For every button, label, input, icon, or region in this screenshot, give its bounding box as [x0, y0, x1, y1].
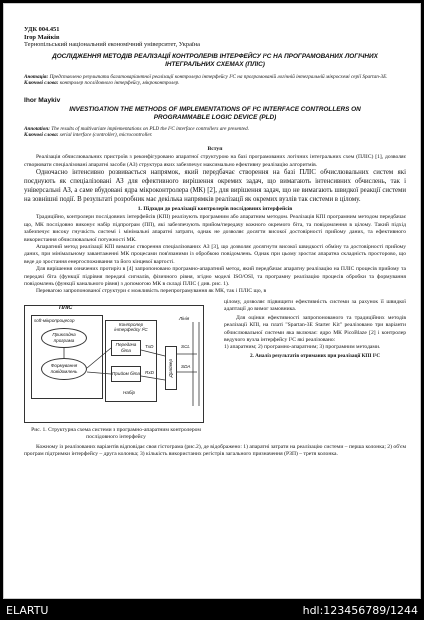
rxd-label: RxD: [145, 369, 154, 375]
title-english: INVESTIGATION THE METHODS OF IMPLEMENTATIONS OF I²C INTERFACE CONTROLLERS ON PROGRAMMABLE LOGIC DEVICE (PLD): [69, 105, 361, 121]
title-ukrainian: ДОСЛІДЖЕННЯ МЕТОДІВ РЕАЛІЗАЦІЇ КОНТРОЛЕРІВ ІНТЕРФЕЙСУ I²C НА ПРОГРАМОВАНИХ ЛОГІЧНИХ ІНТЕГРАЛЬНИХ СХЕМАХ (ПЛІС): [52, 52, 378, 68]
right-list: 1) апаратним; 2) програмно-апаратним; 3) програмним методами.: [224, 344, 381, 351]
author-english: Ihor Maykiv: [24, 96, 61, 104]
section-1-paragraph-3: Для вирішення означених протиріч в [4] запропоновано програмно-апаратний метод, який передбачає апаратну реалізацію на ПЛІС процесів прийому та передачі біта (функції підрівня передачі сигналів, фізичного рівня, згідно моделі ISO/OSI, та програмну реалізацію процесів обробки та формування повідомлень (функції канального рівня) з допомогою МК в складі ПЛІС ( див. рис. 1).: [24, 266, 406, 288]
figure-connectors: [25, 306, 205, 424]
figure-column: [24, 299, 214, 441]
figure-row: [24, 299, 406, 441]
abstract-en-label: Annotation:: [24, 125, 50, 132]
section-2-title: 2. Аналіз результатів отриманих при реалізації КПІ I²C: [249, 353, 381, 360]
app-program-oval: Прикладна програма: [41, 328, 87, 348]
plis-label: ПЛІС: [59, 304, 73, 311]
document-page: [3, 3, 421, 599]
soft-processor-label: soft-мікропроцесор: [34, 317, 75, 323]
bottom-paragraph: Кожному із реалізованих варіантів відповідає своя гістограма (рис.2), де відображено: 1) апаратні затрати на реалізацію системи – перша колонка; 2) об'єм програм підтримки інтерфейсу – друга колонка; 3) кількість використаних регістрів загального призначення (РЗП) – третя колонка.: [24, 443, 406, 458]
section-1-title: 1. Підходи до реалізації контролерів послідовних інтерфейсів: [137, 206, 293, 213]
keywords-en-label: Ключові слова:: [24, 132, 59, 138]
keywords-text: контролер послідовного інтерфейсу, мікроконтролер.: [59, 80, 180, 87]
viewer-status-bar: [0, 600, 424, 620]
controller-title: Контролер інтерфейсу I²C: [114, 321, 148, 333]
abstract-label: Анотація:: [24, 73, 49, 80]
section-1-paragraph-4: Перевагою запропонованої структури є можливість перепрограмування як МК, так і ПЛІС що, в: [36, 288, 267, 295]
line-label: Лінія: [179, 315, 190, 321]
abstract-en-text: The results of multivariate implementations on PLD the I²C interface controllers are presented.: [51, 125, 249, 132]
tx-bit-block: Передача біта: [111, 340, 141, 356]
section-intro-title: Вступ: [207, 146, 223, 153]
section-1-paragraph-1: Традиційно, контролери послідовних інтерфейсів (КПІ) реалізують програмним або апаратним методом. Реалізація КПІ програмним методом передбачає що, МК послідовно виконує набір підпрограм (ПП), які забезпечують прийом/передачу кожного окремого біта, та повідомлення в цілому. Такий підхід забезпечує високу гнучкість системі і мінімальні апаратні затрати, однак не дозволяє досягти високої достовірності прийому даних, та ефективного використання обчислювальної потужності МК.: [24, 214, 406, 243]
figure-1-caption: Рис. 1. Структурна схема системи з програмно-апаратним контролером послідовного інтерфейсу: [31, 426, 201, 440]
udk-code: УДК 004.451: [24, 26, 60, 33]
author-name: Ігор Майків: [24, 33, 60, 41]
scl-label: SCL: [181, 343, 190, 349]
affiliation: Тернопільський національний економічний університет, Україна: [24, 41, 200, 49]
txd-label: TxD: [145, 343, 154, 349]
right-text-column: [214, 299, 406, 441]
message-forming-oval: Формування повідомлень: [41, 358, 87, 380]
intro-paragraph-1: Реалізація обчислювальних пристроїв з реконфігуровано апаратної структурою на базі програмованих логічних інтегральних схем (ПЛІС) [1], дозволяє створювати спеціалізовані апаратні засоби (АЗ) структура яких забезпечує максимально ефективну реалізацію алгоритмів.: [24, 154, 406, 168]
section-1-paragraph-2: Апаратний метод реалізації КПІ вимагає створення спеціалізованих АЗ [3], що дозволяє досягнути високої швидкості обміну та достовірності прийому даних, при мінімальному завантаженні МК процесами пов'язаними із обробкою повідомлень. Однак при цьому зростає апаратна складність просторово, що веде до зростання енергоспоживання та його кінцевої вартості.: [24, 244, 406, 265]
paper-header: [24, 26, 406, 49]
abstract-ukrainian: [24, 74, 406, 87]
sda-label: SDA: [181, 363, 191, 369]
figure-1-diagram: [24, 305, 204, 423]
abstract-english: [24, 126, 406, 139]
status-left-label: ELARTU: [6, 603, 49, 617]
set-label: Набір: [123, 389, 136, 395]
intro-paragraph-2: Одночасно інтенсивно розвивається напрямок, який передбачає створення на базі ПЛІС обчислювальних систем які поєднують як спеціалізовані АЗ для ефективного вирішення окремих задач, що вимагають інтенсивних обчислень, так і універсальні АЗ, а саме вбудовані ядра мікроконтролера (МК) [2], для вирішення задач, що не вимагають швидкої реакції системи на зовнішні події. В результаті розробник має декілька напрямків реалізації як окремих вузлів так системи в цілому.: [24, 169, 406, 203]
abstract-text: Представлено результати багатоваріантної реалізації контролера інтерфейсу I²C на програмованій логічній інтегральній мікросхемі серії Spartan-3E.: [49, 73, 388, 80]
right-paragraph-2: Для оцінки ефективності запропонованого та традиційних методів реалізації КПІ, на платі "Spartan-3E Starter Kit" реалізовано три варіанти обчислювальної системи яка включає: ядро МК PicoBlaze [2] і контролер ведучого вузла інтерфейсу I²C які реалізовано:: [224, 315, 406, 343]
rx-bit-block: Прийом біта: [111, 366, 141, 382]
driver-label: Драйвер: [168, 358, 174, 378]
right-paragraph-1: цілому, дозволяє підвищити ефективність системи за рахунок її швидкої адаптації до вимог замовника.: [224, 298, 406, 313]
keywords-en-text: serial interface (controller), microcontroller.: [59, 132, 153, 138]
keywords-label: Ключові слова:: [24, 80, 59, 87]
status-handle-label: hdl:123456789/1244: [302, 603, 418, 617]
